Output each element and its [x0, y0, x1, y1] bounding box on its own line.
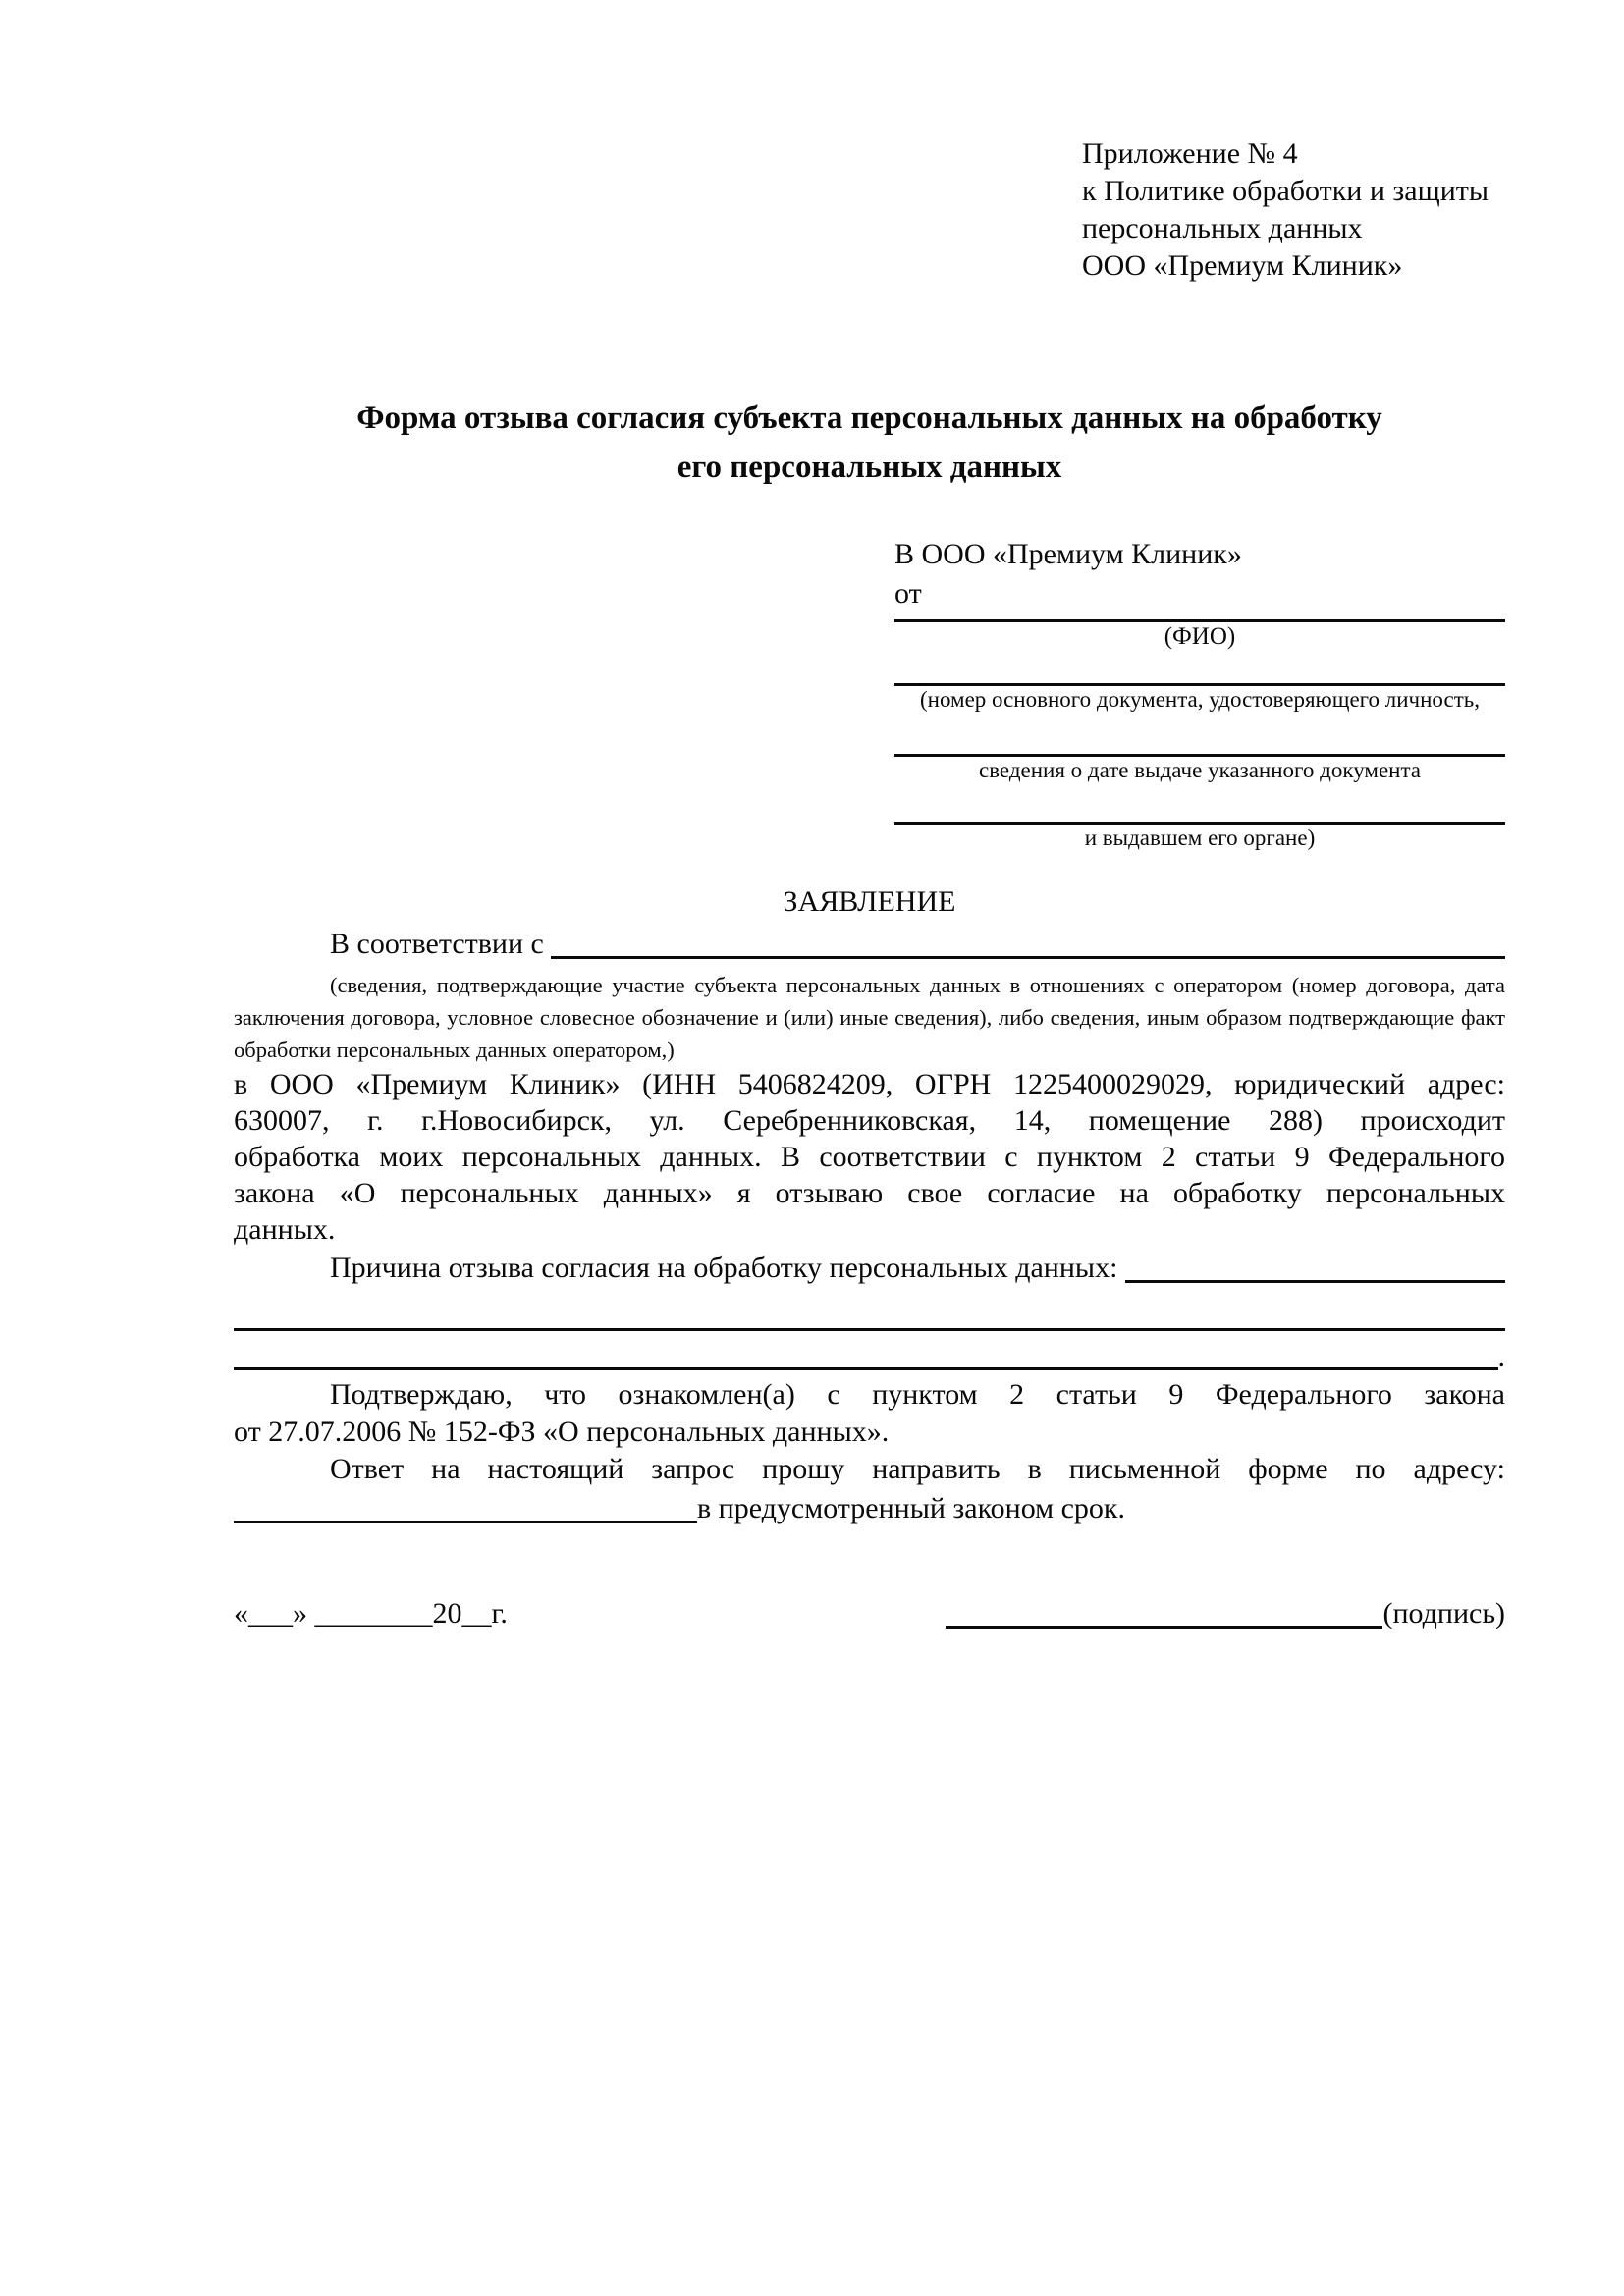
- reason-end-period: .: [1497, 1341, 1505, 1373]
- id-doc-blank-line: [894, 784, 1505, 825]
- confirm-line: Подтверждаю, что ознакомлен(а) с пунктом 2 статьи 9 Федерального закона: [330, 1378, 1505, 1411]
- confirm-line: от 27.07.2006 № 152-ФЗ «О персональных данных».: [234, 1415, 890, 1448]
- fio-caption: (ФИО): [1164, 623, 1236, 650]
- reason-extra-blank-line: [234, 1367, 1498, 1370]
- appendix-line: Приложение № 4: [1082, 137, 1298, 170]
- date-blank-line: «___» ________20__г.: [234, 1597, 508, 1629]
- appendix-block: [1082, 135, 1489, 285]
- reply-line: Ответ на настоящий запрос прошу направить в письменной форме по адресу:: [330, 1453, 1505, 1485]
- statement-body-line: обработка моих персональных данных. В соответствии с пунктом 2 статьи 9 Федерального: [234, 1141, 1505, 1173]
- id-doc-blank-line: [894, 714, 1505, 757]
- reason-extra-blank-line-row: [234, 1331, 1505, 1372]
- intro-caption: [234, 969, 1505, 1066]
- paragraph-indent: [234, 924, 330, 965]
- form-title-line: его персональных данных: [677, 450, 1062, 485]
- signature-group: [946, 1590, 1505, 1634]
- appendix-line: ООО «Премиум Клиник»: [1082, 249, 1403, 282]
- intro-row: [234, 924, 1505, 965]
- id-doc-caption: (номер основного документа, удостоверяющего личность,: [919, 687, 1480, 712]
- statement-body-line: данных.: [234, 1213, 336, 1246]
- appendix-line: к Политике обработки и защиты: [1082, 175, 1489, 207]
- signing-row: [234, 1590, 1505, 1634]
- paragraph-indent: [234, 1248, 330, 1289]
- statement-body-line: 630007, г. г.Новосибирск, ул. Серебренниковская, 14, помещение 288) происходит: [234, 1104, 1505, 1137]
- statement-body-line: в ООО «Премиум Клиник» (ИНН 5406824209, ОГРН 1225400029029, юридический адрес:: [234, 1068, 1505, 1100]
- form-title: [234, 394, 1505, 492]
- signature-blank-line: [946, 1590, 1382, 1629]
- reason-row: [234, 1248, 1505, 1289]
- reason-blank-line: [1125, 1248, 1505, 1283]
- appendix-line: персональных данных: [1082, 212, 1363, 244]
- statement-body-line: закона «О персональных данных» я отзываю свое согласие на обработку персональных: [234, 1177, 1505, 1209]
- intro-caption-line: обработки персональных данных оператором,): [234, 1038, 675, 1062]
- form-title-line: Форма отзыва согласия субъекта персональных данных на обработку: [356, 400, 1382, 436]
- addressee-from-label: от: [894, 577, 922, 610]
- statement-section: [234, 882, 1505, 1529]
- reason-extra-blank-line: [234, 1289, 1505, 1331]
- reply-address-blank-line: [234, 1488, 697, 1523]
- id-doc-caption: сведения о дате выдаче указанного документа: [978, 758, 1422, 782]
- intro-caption-line: (сведения, подтверждающие участие субъекта персональных данных в отношениях с оператором (номер договора, дата: [330, 973, 1505, 997]
- confirm-paragraph: [234, 1376, 1505, 1451]
- reply-address-row: [234, 1488, 1505, 1529]
- reply-tail: в предусмотренный законом срок.: [697, 1492, 1125, 1524]
- intro-label: В соответствии с: [330, 928, 544, 960]
- addressee-block: [894, 535, 1505, 852]
- id-doc-blank-line: [894, 652, 1505, 686]
- intro-caption-line: заключения договора, условное словесное обозначение и (или) иные сведения), либо сведения, иным образом подтверждающие факт: [234, 1005, 1505, 1030]
- id-doc-caption: и выдавшем его органе): [1084, 826, 1316, 850]
- reason-label: Причина отзыва согласия на обработку персональных данных:: [330, 1252, 1118, 1284]
- statement-body-paragraph: [234, 1066, 1505, 1248]
- addressee-to: В ООО «Премиум Клиник»: [894, 538, 1242, 570]
- signature-caption: (подпись): [1382, 1597, 1505, 1629]
- fio-blank-line: [894, 614, 1505, 622]
- intro-blank-line: [551, 924, 1505, 959]
- statement-heading: ЗАЯВЛЕНИЕ: [783, 885, 956, 918]
